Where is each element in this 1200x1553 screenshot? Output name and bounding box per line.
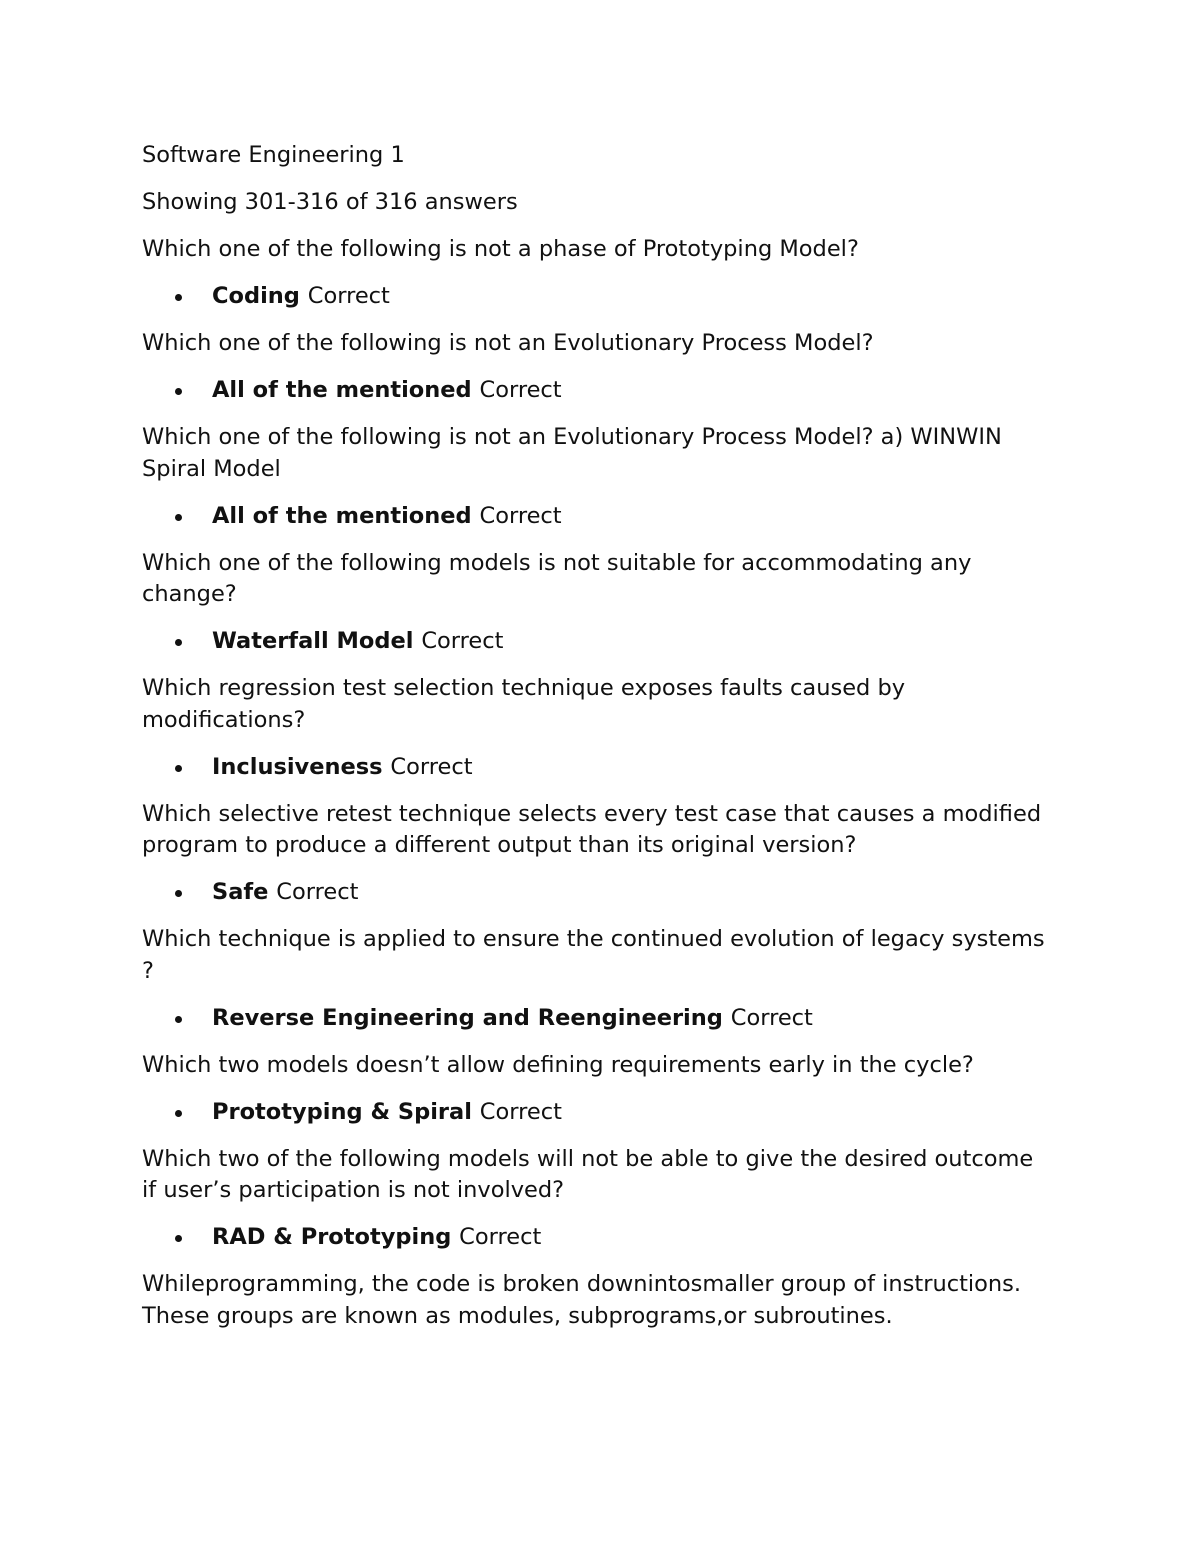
question-text: Which selective retest technique selects every test case that causes a modified program to produce a different output than its original version?: [142, 800, 1042, 858]
bullet-icon: [175, 890, 182, 897]
question-text: Which one of the following is not an Evolutionary Process Model? a) WINWIN Spiral Model: [142, 424, 1002, 482]
bullet-icon: [175, 1110, 182, 1117]
answer-text: All of the mentioned: [212, 377, 480, 403]
answer-text: Coding: [212, 283, 308, 309]
answer-status: Correct: [479, 502, 562, 529]
bullet-icon: [175, 388, 182, 395]
bullet-icon: [175, 765, 182, 772]
bullet-icon: [175, 1016, 182, 1023]
results-count: Showing 301-316 of 316 answers: [142, 189, 518, 215]
answer-text: Prototyping & Spiral: [212, 1098, 480, 1125]
document-page: [142, 140, 1047, 1348]
answer-status: Correct: [479, 377, 562, 403]
answer-text: Safe: [212, 879, 277, 905]
answer-status: Correct: [421, 628, 504, 654]
question-text: Which one of the following models is not suitable for accommodating any change?: [142, 549, 972, 607]
answer-item: [142, 752, 1047, 784]
answer-item: [142, 375, 1047, 407]
bullet-icon: [175, 514, 182, 521]
question-text: Which one of the following is not a phase of Prototyping Model?: [142, 236, 859, 262]
answer-text: All of the mentioned: [212, 502, 480, 529]
answer-item: [142, 877, 1047, 909]
answer-status: Correct: [307, 283, 390, 309]
question-text: Which two of the following models will not be able to give the desired outcome if user’s participation is not involved?: [142, 1145, 1034, 1203]
answer-text: Waterfall Model: [212, 628, 422, 654]
answer-status: Correct: [390, 753, 473, 780]
question-text: Which regression test selection technique exposes faults caused by modifications?: [142, 675, 906, 733]
answer-item: [142, 1097, 1047, 1129]
answer-text: Inclusiveness: [212, 753, 391, 780]
answer-text: Reverse Engineering and Reengineering: [212, 1004, 731, 1031]
answer-item: [142, 281, 1047, 313]
closing-paragraph: Whileprogramming, the code is broken downintosmaller group of instructions. These groups are known as modules, subprograms,or subroutines.: [142, 1271, 1022, 1329]
answer-status: Correct: [276, 879, 359, 905]
question-text: Which technique is applied to ensure the continued evolution of legacy systems ?: [142, 926, 1045, 984]
answer-item: [142, 1003, 1047, 1035]
answer-status: Correct: [459, 1224, 542, 1250]
answer-status: Correct: [479, 1098, 562, 1125]
answer-text: RAD & Prototyping: [212, 1224, 460, 1250]
answer-item: [142, 1222, 1047, 1254]
bullet-icon: [175, 294, 182, 301]
answer-status: Correct: [730, 1004, 813, 1031]
answer-item: [142, 501, 1047, 533]
bullet-icon: [175, 639, 182, 646]
document-title: Software Engineering 1: [142, 142, 405, 168]
bullet-icon: [175, 1235, 182, 1242]
question-text: Which two models doesn’t allow defining requirements early in the cycle?: [142, 1051, 974, 1078]
question-text: Which one of the following is not an Evolutionary Process Model?: [142, 330, 874, 356]
answer-item: [142, 626, 1047, 658]
